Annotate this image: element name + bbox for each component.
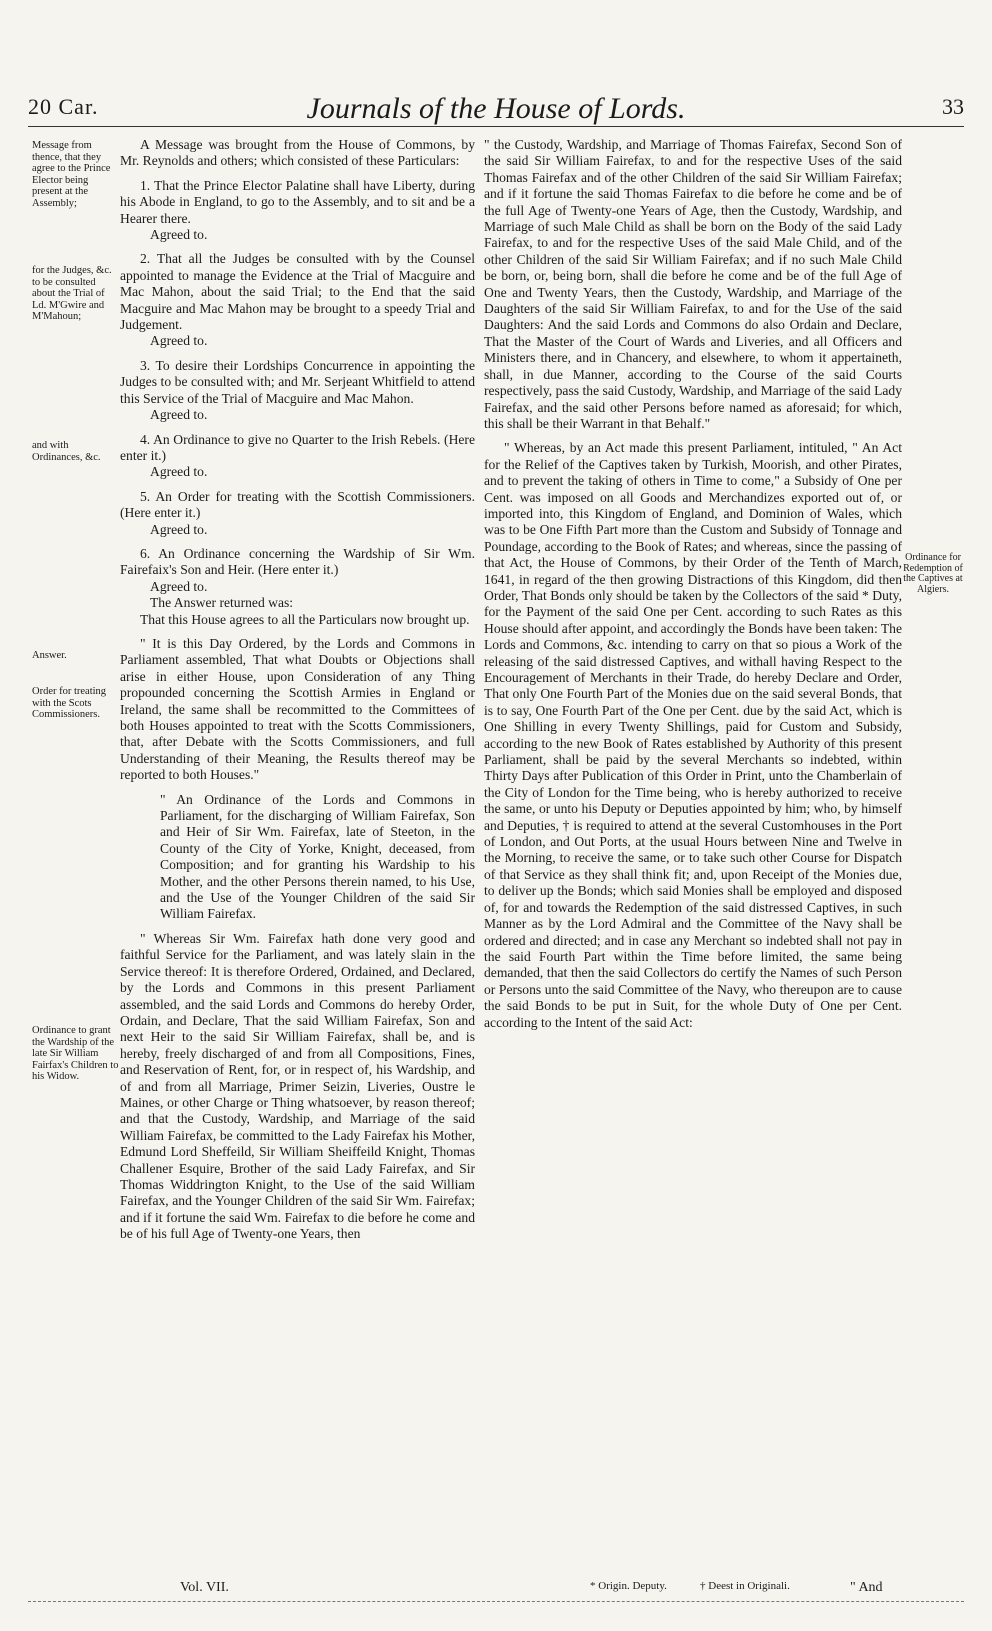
paragraph: 1. That the Prince Elector Palatine shall have Liberty, during his Abode in England, to go to the Assembly, and to sit and be a Hearer there. xyxy=(120,177,475,226)
paragraph: 5. An Order for treating with the Scottish Commissioners. (Here enter it.) xyxy=(120,488,475,521)
ordinance-title: " An Ordinance of the Lords and Commons in Parliament, for the discharging of William Fairefax, Son and Heir of Sir Wm. Fairefax, late of Steeton, in the County of the City of Yorke, Knight, deceased, from Composition; and for granting his Wardship to his Mother, and the other Persons therein named, to his Use, and the Use of the Younger Children of the said Sir William Fairefax. xyxy=(160,791,475,922)
agreed-line: Agreed to. xyxy=(150,464,208,480)
margin-note: Ordinance to grant the Wardship of the late Sir William Fairfax's Children to his Widow. xyxy=(32,1025,119,1082)
agreed-line: Agreed to. xyxy=(150,333,208,349)
margin-note: for the Judges, &c. to be consulted about the Trial of Ld. M'Gwire and M'Mahoun; xyxy=(32,265,112,322)
header-left: 20 Car. xyxy=(28,94,99,119)
agreed-line: Agreed to. xyxy=(150,521,208,537)
paragraph: 4. An Ordinance to give no Quarter to the Irish Rebels. (Here enter it.) xyxy=(120,431,475,463)
page-number: 33 xyxy=(942,94,964,119)
agreed-line: Agreed to. xyxy=(150,578,208,594)
paragraph: 2. That all the Judges be consulted with by the Counsel appointed to manage the Evidence at the Trial of Macguire and Mac Mahon, about the said Trial; to the End that the said Macguire and Mac Mahon may be brought to a speedy Trial and Judgement. xyxy=(120,251,475,333)
ordinance-text: " Whereas, by an Act made this present Parliament, intituled, " An Act for the Relief of the Captives taken by Turkish, Moorish, and other Pirates, and to prevent the taking of others in Time to come," a Subsidy of One per Cent. was imposed on all Goods and Merchandizes exported out of, or imported into, this Kingdom of England, and Dominion of Wales, which was to be One Fifth Part more than the Custom and Subsidy of Tonnage and Poundage, according to the Book of Rates; and whereas, since the passing of that Act, the House of Commons, by their Order of the Tenth of March, 1641, in regard of the then growing Distractions of this Kingdom, did then Order, That Bonds only should be taken by the Collectors of the said * Duty, for the Payment of the said One per Cent. according to such Rates as this House should after appoint, and accordingly the Bonds have been taken: The Lords and Commons, &c. intending to carry on that so pious a Work of the releasing of the said distressed Captives, and withall having Respect to the Encouragement of Merchants in their Trade, do hereby Declare and Order, That only One Fourth Part of the Monies due on the said several Bonds, that is to say, One Fourth Part of the One per Cent. due by the said Act, which is One Shilling in every Twenty Shillings, paid for Custom and Subsidy, according to the new Book of Rates established by Authority of this present Parliament, shall be paid by the several Merchants so indebted, within Thirty Days after Publication of this Order in Print, unto the Chamberlain of the City of London for the Time being, who is hereby authorized to receive the same, or unto his Deputy or Deputies appointed by him; who, by himself and Deputies, † is required to attend at the several Customhouses in the Port of London, and Out Ports, at the usual Hours between Nine and Twelve in the Morning, to receive the same, or to take such other Course for Dispatch of that Service as they shall think fit; and, upon Receipt of the Monies due, to deliver up the Bonds; which said Monies shall be employed and disposed of, for and towards the Redemption of the said distressed Captives, in such Manner as by the Lord Admiral and the Committee of the Navy shall be ordered and directed; and in case any Merchant so indebted shall not pay in the said Fourth Part within the Time before limited, the same being demanded, that then the said Collectors do certify the Names of such Person or Persons unto the said Committee of the Navy, who thereupon are to cause the said Bonds to be put in Suit, for the whole Duty of One per Cent. according to the Intent of the said Act: xyxy=(484,440,903,1030)
agreed-line: Agreed to. xyxy=(150,227,208,243)
paragraph: The Answer returned was: xyxy=(150,595,294,611)
agreed-line: Agreed to. xyxy=(150,407,208,423)
paragraph: That this House agrees to all the Particulars now brought up. xyxy=(140,611,470,627)
volume-label: Vol. VII. xyxy=(180,1580,229,1595)
paragraph: A Message was brought from the House of Commons, by Mr. Reynolds and others; which consisted of these Particulars: xyxy=(120,137,475,169)
margin-note: Order for treating with the Scots Commissioners. xyxy=(32,686,107,720)
page-header xyxy=(28,92,964,128)
margin-note: Answer. xyxy=(32,650,67,661)
paragraph: 3. To desire their Lordships Concurrence in appointing the Judges to be consulted with; and Mr. Serjeant Whitfield to attend this Service of the Trial of Macguire and Mac Mahon. xyxy=(120,357,475,406)
ordinance-text: " the Custody, Wardship, and Marriage of Thomas Fairefax, Second Son of the said Sir William Fairefax, to and for the respective Uses of the said Thomas Fairefax and of the other Children of the said Sir William Fairefax; and if it fortune the said Thomas Fairefax to die before he come and be of the full Age of Twenty-one Years of Age, then the Custody, Wardship, and Marriage of such Male Child as shall be born on the Body of the said Lady Fairefax, to and for the respective Uses of the said Male Child, and of the other Children of the said Sir William Fairefax; and if no such Male Child be born, or, being born, shall die before he come and be of the full Age of One and Twenty Years, then the Custody, Wardship, and Marriage of the Daughters of the said Sir William Fairefax, to and for the Use of the said Daughters: And the said Lords and Commons do also Ordain and Declare, That the Master of the Court of Wards and Liveries, and all Officers and Ministers there, and in Chancery, and elsewhere, to whom it appertaineth, shall, in due Manner, according to the Course of the said Courts respectively, pass the said Custody, Wardship, and Marriage of the said Lady Fairefax, and the said other Persons before named as aforesaid; for which, this shall be their Warrant in that Behalf." xyxy=(484,137,902,431)
order-text: " It is this Day Ordered, by the Lords and Commons in Parliament assembled, That what Doubts or Objections shall arise in either House, upon Consideration of any Thing propounded concerning the Scottish Armies in England or Ireland, the same shall be recommitted to the Committees of both Houses appointed to treat with the Scotts Commissioners, that, after Debate with the Scotts Commissioners, and full Understanding of their Meaning, the Results thereof may be reported to both Houses." xyxy=(120,635,475,783)
margin-note: Ordinance for Redemption of the Captives at Algiers. xyxy=(903,552,963,595)
bottom-rule xyxy=(28,1601,964,1602)
left-column xyxy=(120,137,475,1243)
footnote: * Origin. Deputy. xyxy=(590,1580,667,1592)
footnote: † Deest in Originali. xyxy=(700,1580,790,1592)
margin-note: Message from thence, that they agree to the Prince Elector being present at the Assembly; xyxy=(32,140,111,209)
catchword: " And xyxy=(850,1580,883,1595)
ordinance-text: " Whereas Sir Wm. Fairefax hath done very good and faithful Service for the Parliament, and was lately slain in the Service thereof: It is therefore Ordered, Ordained, and Declared, by the Lords and Commons in this present Parliament assembled, and the said Lords and Commons do hereby Order, Ordain, and Declare, That the said William Fairefax, Son and next Heir to the said Sir William Fairefax, shall be, and is hereby, freely discharged of and from all Compositions, Fines, and Reservation of Rent, for, or in respect of, his Wardship, and of and from all Marriage, Primer Seizin, Liveries, Oustre le Maines, or other Charge or Thing whatsoever, by reason thereof; and that the Custody, Wardship, and Marriage of the said William Fairefax, be committed to the Lady Fairefax his Mother, Edmund Lord Sheffeild, Sir William Sheiffeild Knight, Thomas Challener Esquire, Brother of the said Lady Fairefax, and Sir Thomas Widdrington Knight, to the Use of the said William Fairefax, and the Younger Children of the said Sir Wm. Fairefax; and if it fortune the said Wm. Fairefax to die before he come and be of his full Age of Twenty-one Years, then xyxy=(120,930,475,1242)
margin-note: and with Ordinances, &c. xyxy=(32,440,101,463)
header-rule xyxy=(28,126,964,127)
paragraph: 6. An Ordinance concerning the Wardship of Sir Wm. Fairefaix's Son and Heir. (Here enter it.) xyxy=(120,545,475,578)
right-column xyxy=(484,137,902,1031)
header-title: Journals of the House of Lords. xyxy=(306,92,686,125)
